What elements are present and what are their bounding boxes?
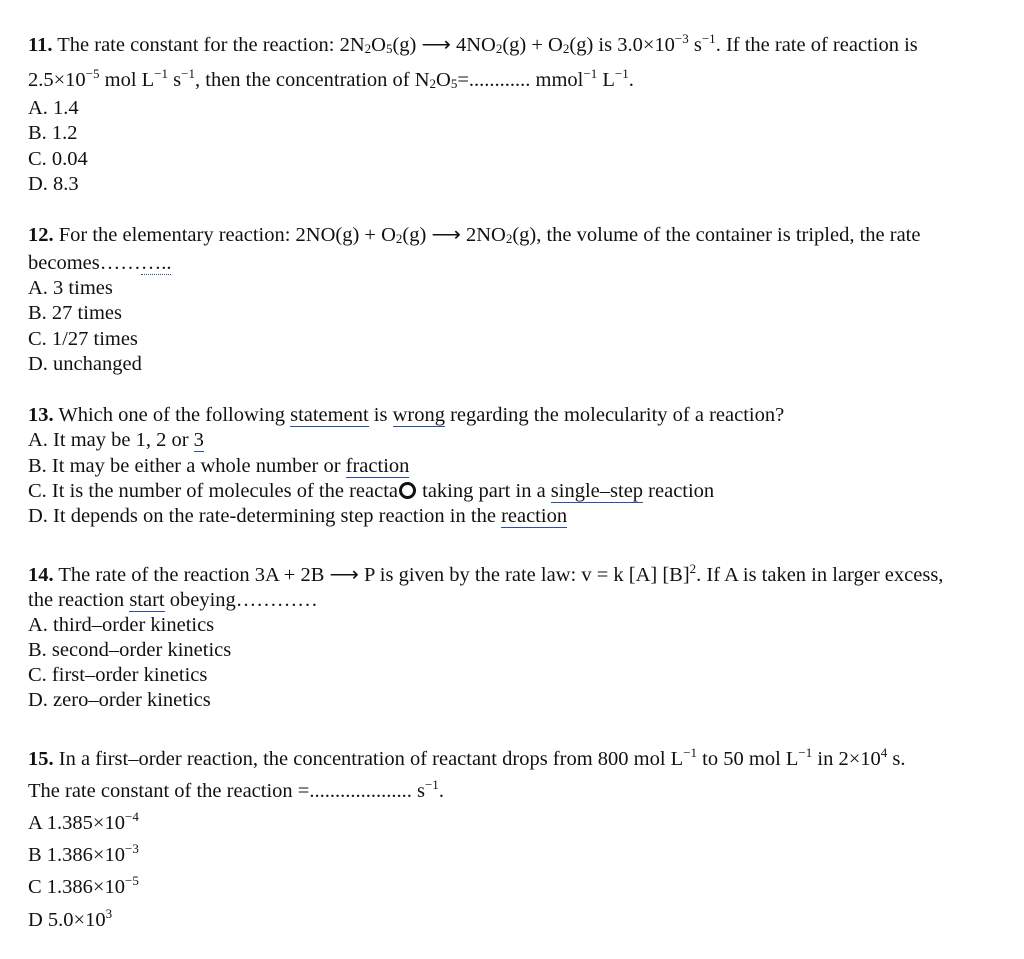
stem-text: becomes…… (28, 252, 141, 275)
question-14-stem-line-2 (28, 588, 998, 613)
subscript: 2 (395, 231, 403, 247)
option-text: A. It may be 1, 2 or (28, 429, 194, 452)
spellcheck-dotted-text: ….. (140, 252, 172, 275)
question-12-stem-line-1 (28, 223, 998, 251)
superscript: 3 (105, 905, 113, 921)
option-text: B. It may be either a whole number or (28, 454, 346, 477)
option-d: D. zero–order kinetics (28, 689, 211, 712)
stem-text: The rate constant for the reaction: 2N (52, 34, 365, 56)
stem-text: L (597, 69, 615, 91)
option-c (28, 868, 998, 900)
superscript: −1 (683, 744, 698, 760)
stem-text: . (438, 779, 444, 802)
option-c: C. 1/27 times (28, 327, 138, 350)
stem-text: (g), the volume of the container is tripled, the rate (512, 224, 921, 247)
subscript: 5 (385, 41, 393, 56)
stem-text: s (688, 34, 702, 56)
stem-text: to 50 mol L (697, 747, 799, 770)
stem-text: (g) ⟶ 4NO (392, 34, 496, 56)
circle-mark-icon (399, 482, 416, 499)
stem-text: is (368, 404, 393, 427)
question-15 (28, 740, 998, 933)
superscript: −1 (798, 744, 813, 760)
question-number: 11. (28, 34, 53, 56)
underlined-word: 3 (193, 429, 204, 452)
option-d: D. 8.3 (28, 172, 79, 195)
superscript: −1 (154, 66, 169, 81)
question-11-stem-line-1 (28, 26, 998, 61)
stem-text: 2.5×10 (28, 69, 86, 91)
stem-text: in 2×10 (812, 747, 881, 770)
question-14 (28, 556, 998, 714)
stem-text: , then the concentration of N (195, 69, 430, 91)
superscript: −1 (424, 776, 439, 792)
superscript: 2 (689, 560, 697, 576)
option-text: taking part in a (417, 479, 551, 502)
option-a: A. third–order kinetics (28, 613, 215, 636)
underlined-word: statement (290, 404, 369, 427)
stem-text: regarding the molecularity of a reaction? (444, 404, 785, 427)
option-c (28, 479, 998, 504)
option-text: D 5.0×10 (28, 908, 106, 931)
superscript: −4 (125, 808, 139, 824)
question-12-stem-line-2 (28, 251, 998, 276)
stem-text: (g) ⟶ 2NO (402, 224, 506, 247)
subscript: 2 (495, 41, 503, 56)
question-15-stem-line-1 (28, 740, 998, 772)
option-a: A. 1.4 (28, 97, 79, 119)
question-11-stem-line-2 (28, 61, 998, 96)
option-a (28, 428, 998, 453)
stem-text: s. (887, 747, 906, 770)
subscript: 5 (450, 76, 458, 91)
superscript: −3 (125, 841, 139, 857)
underlined-word: wrong (392, 404, 445, 427)
stem-text: In a first–order reaction, the concentration of reactant drops from 800 mol L (53, 747, 684, 770)
superscript: −5 (85, 66, 100, 81)
subscript: 2 (364, 41, 372, 56)
stem-text: For the elementary reaction: 2NO(g) + O (53, 224, 396, 247)
stem-text: (g) + O (502, 34, 563, 56)
stem-text: (g) is 3.0×10 (569, 34, 675, 56)
option-c: C. first–order kinetics (28, 664, 208, 687)
stem-text: O (436, 69, 451, 91)
option-d (28, 901, 998, 933)
stem-text: the reaction (28, 588, 130, 611)
option-c: C. 0.04 (28, 147, 88, 170)
option-text: reaction (643, 479, 715, 502)
option-d (28, 504, 998, 529)
stem-text: . If A is taken in larger excess, (696, 563, 944, 586)
question-15-stem-line-2 (28, 772, 998, 804)
option-text: C 1.386×10 (28, 876, 125, 899)
stem-text: obeying………… (164, 588, 318, 611)
option-b: B. 1.2 (28, 122, 78, 145)
option-text: C. It is the number of molecules of the reacta (28, 479, 399, 502)
question-13 (28, 403, 998, 529)
option-b (28, 836, 998, 868)
stem-text: =............ mmol (457, 69, 584, 91)
stem-text: The rate constant of the reaction =.................... s (28, 779, 425, 802)
option-text: A 1.385×10 (28, 811, 125, 834)
stem-text: . (628, 69, 634, 91)
option-a (28, 804, 998, 836)
stem-text: Which one of the following (53, 404, 291, 427)
underlined-word: reaction (501, 505, 568, 528)
superscript: −1 (701, 31, 716, 46)
option-b: B. second–order kinetics (28, 638, 232, 661)
stem-text: mol L (99, 69, 155, 91)
stem-text: O (371, 34, 386, 56)
superscript: −1 (181, 66, 195, 81)
underlined-word: fraction (345, 454, 410, 477)
question-number: 13. (28, 404, 54, 427)
superscript: −1 (583, 66, 598, 81)
option-text: B 1.386×10 (28, 844, 125, 867)
stem-text: The rate of the reaction 3A + 2B ⟶ P is given by the rate law: v = k [A] [B] (53, 563, 690, 586)
underlined-word: start (129, 588, 165, 611)
question-number: 15. (28, 747, 54, 770)
subscript: 2 (505, 231, 513, 247)
question-14-stem-line-1 (28, 556, 998, 588)
subscript: 2 (562, 41, 570, 56)
option-text: D. It depends on the rate-determining step reaction in the (28, 505, 502, 528)
option-a: A. 3 times (28, 277, 113, 300)
question-11 (28, 26, 998, 197)
option-b: B. 27 times (28, 302, 122, 325)
question-number: 12. (28, 224, 54, 247)
stem-text: s (168, 69, 182, 91)
question-number: 14. (28, 563, 54, 586)
quiz-document (28, 26, 998, 959)
superscript: −3 (674, 31, 689, 46)
stem-text: . If the rate of reaction is (715, 34, 918, 56)
option-b (28, 454, 998, 479)
question-13-stem (28, 403, 998, 428)
question-12 (28, 223, 998, 377)
underlined-word: single–step (550, 479, 644, 502)
superscript: −1 (614, 66, 629, 81)
superscript: 4 (880, 744, 888, 760)
subscript: 2 (429, 76, 437, 91)
superscript: −5 (125, 873, 139, 889)
option-d: D. unchanged (28, 353, 142, 376)
